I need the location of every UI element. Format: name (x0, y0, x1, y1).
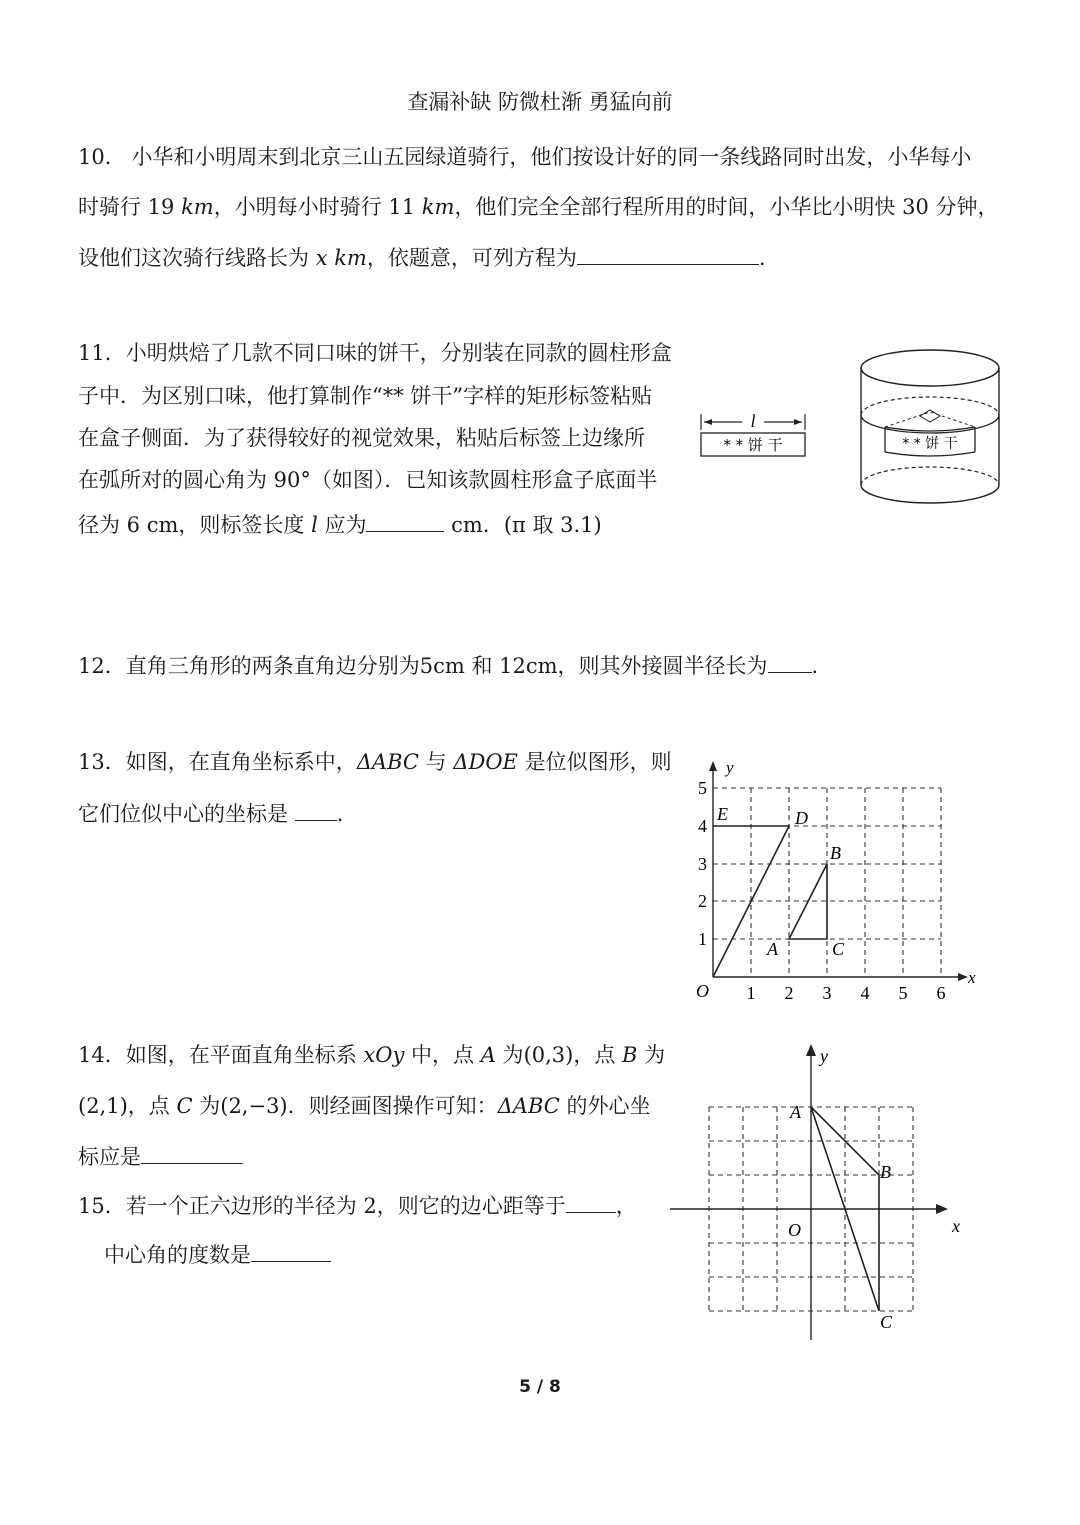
q12-value-1: 5cm (419, 654, 465, 678)
q12-line (78, 652, 818, 678)
q13-triangle-doe: ΔDOE (453, 750, 518, 774)
arrow-right-head (794, 419, 802, 425)
q13-xtick-1: 1 (746, 983, 756, 1003)
cylinder-middle-front (861, 415, 999, 433)
cylinder-middle-back (861, 397, 999, 415)
q14-system-xoy: xOy (363, 1043, 405, 1067)
q14-point-b: B (880, 1162, 891, 1182)
q10-line-3 (78, 244, 766, 270)
q13-text-2: 它们位似中心的坐标是 (78, 802, 295, 826)
q13-x-ticks (747, 983, 946, 1003)
q11-answer-blank[interactable] (366, 511, 444, 532)
q13-triangle-abc: ΔABC (356, 750, 419, 774)
label-figure (698, 410, 810, 462)
cylinder-label-text: * * 饼 干 (902, 436, 958, 452)
q13-xtick-5: 5 (898, 983, 908, 1003)
q14-text-2c: ．则经画图操作可知： (287, 1094, 498, 1118)
q14-point-a: A (790, 1102, 801, 1122)
q13-ytick-4: 4 (698, 816, 707, 836)
angle-radii (885, 412, 975, 427)
arrow-left-head (704, 419, 712, 425)
q13-xtick-2: 2 (784, 983, 794, 1003)
q13-xtick-4: 4 (860, 983, 870, 1003)
label-rect-text: * * 饼 干 (723, 436, 783, 454)
q11-text-5b: 应为 (317, 513, 367, 537)
q10-period: . (758, 246, 766, 270)
q13-ytick-2: 2 (698, 891, 707, 911)
q15-answer-blank-2[interactable] (251, 1241, 331, 1262)
q13-answer-blank[interactable] (295, 800, 337, 821)
q14-x-label: x (952, 1216, 960, 1236)
q12-text-a: 12．直角三角形的两条直角边分别为 (78, 654, 420, 678)
q14-coord-b: (2,1) (78, 1094, 128, 1118)
q14-text-1a: 14．如图，在平面直角坐标系 (78, 1043, 364, 1067)
q11-line-5 (78, 511, 602, 537)
q14-x-arrow (936, 1204, 948, 1214)
cylinder-figure (855, 340, 1005, 515)
q13-point-c: C (832, 939, 845, 959)
q10-text-3b: ，依题意，可列方程为 (366, 246, 577, 270)
cylinder-bottom-back (861, 467, 999, 485)
q11-line-2: 子中．为区别口味，他打算制作“** 饼干”字样的矩形标签粘贴 (78, 384, 653, 408)
q10-text-2b: ，小明每小时骑行 11 (213, 195, 422, 219)
q14-text-2d: 的外心坐 (559, 1094, 651, 1118)
q13-line-2 (78, 800, 343, 826)
q10-number: 10. (78, 145, 112, 169)
q15-answer-blank-1[interactable] (566, 1192, 616, 1213)
q13-text-1b: 与 (418, 750, 454, 774)
page-number: 5 / 8 (519, 1377, 561, 1397)
q14-point-c-text: C (176, 1094, 193, 1118)
q12-answer-blank[interactable] (768, 652, 812, 673)
q13-y-ticks (698, 778, 707, 949)
q13-text-1c: 是位似图形，则 (517, 750, 672, 774)
q14-triangle-abc: ΔABC (497, 1094, 560, 1118)
q10-line-1 (78, 145, 971, 169)
q14-answer-blank[interactable] (141, 1143, 243, 1164)
q13-xtick-3: 3 (822, 983, 832, 1003)
q11-line-3: 在盒子侧面．为了获得较好的视觉效果，粘贴后标签上边缘所 (78, 426, 645, 450)
q15-line-1 (78, 1192, 637, 1218)
q12-text-b: 和 (464, 654, 500, 678)
q10-answer-blank[interactable] (577, 244, 759, 265)
q13-origin-label: O (696, 981, 709, 1001)
q14-y-label: y (820, 1046, 828, 1066)
q14-point-c: C (880, 1312, 893, 1332)
q14-text-1c: 为 (495, 1043, 524, 1067)
q10-text-3a: 设他们这次骑行线路长为 (78, 246, 316, 270)
q15-comma: ， (615, 1194, 637, 1218)
q14-text-2a: ，点 (127, 1094, 177, 1118)
cylinder-bottom-front (861, 485, 999, 503)
q10-variable: x km (315, 246, 367, 270)
label-length-l: l (750, 411, 756, 431)
q14-line-2 (78, 1094, 651, 1118)
q13-point-b: B (830, 843, 841, 863)
q14-point-a-text: A (480, 1043, 496, 1067)
q13-text-1a: 13．如图，在直角坐标系中， (78, 750, 357, 774)
q13-point-d: D (795, 808, 808, 828)
label-top-edge (885, 427, 975, 431)
q13-point-labels (716, 804, 845, 959)
q10-text-2a: 时骑行 19 (78, 195, 182, 219)
label-bottom-edge (885, 452, 975, 456)
q12-period: . (811, 654, 819, 678)
q13-x-label: x (968, 968, 976, 987)
q14-origin-label: O (788, 1220, 801, 1240)
q14-text-3: 标应是 (78, 1145, 141, 1169)
q10-line-2 (78, 195, 999, 219)
q13-line-1 (78, 750, 672, 774)
q11-text-5c: cm．(π 取 3.1) (444, 513, 602, 537)
q15-text-2: 中心角的度数是 (104, 1243, 251, 1267)
q14-text-1b: 中，点 (404, 1043, 481, 1067)
q15-text-1: 15．若一个正六边形的半径为 2，则它的边心距等于 (78, 1194, 566, 1218)
q14-line-1 (78, 1043, 665, 1067)
q11-line-4: 在弧所对的圆心角为 90°（如图）．已知该款圆柱形盒子底面半 (78, 468, 658, 492)
cylinder-top (861, 350, 999, 386)
q13-ytick-5: 5 (698, 778, 707, 798)
q14-point-b-text: B (622, 1043, 638, 1067)
q14-line-3 (78, 1143, 243, 1169)
q10-text-2c: ，他们完全全部行程所用的时间，小华比小明快 30 分钟， (454, 195, 999, 219)
q13-x-arrow (958, 973, 968, 981)
q13-y-arrow (709, 761, 717, 771)
q15-line-2 (104, 1241, 331, 1267)
q11-line-1: 11．小明烘焙了几款不同口味的饼干，分别装在同款的圆柱形盒 (78, 341, 672, 365)
q12-value-2: 12cm (499, 654, 558, 678)
page-header: 查漏补缺 防微杜渐 勇猛向前 (407, 90, 673, 114)
q14-coord-a: (0,3) (523, 1043, 574, 1067)
q13-ytick-1: 1 (698, 929, 707, 949)
q13-coordinate-figure (690, 755, 990, 1010)
q14-text-1e: 为 (637, 1043, 666, 1067)
q13-xtick-6: 6 (936, 983, 946, 1003)
q14-text-2b: 为 (192, 1094, 221, 1118)
q11-variable-l: l (311, 513, 318, 537)
q13-period: . (336, 802, 344, 826)
q12-text-c: ，则其外接圆半径长为 (557, 654, 768, 678)
q13-point-a: A (767, 939, 778, 959)
q13-y-label: y (726, 758, 734, 777)
q13-ytick-3: 3 (698, 854, 707, 874)
q11-text-5a: 径为 6 cm，则标签长度 (78, 513, 312, 537)
q14-y-arrow (806, 1044, 816, 1056)
q10-text-1: 小华和小明周末到北京三山五园绿道骑行，他们按设计好的同一条线路同时出发，小华每小 (131, 145, 972, 169)
right-angle-mark (920, 410, 940, 422)
q10-unit-km-2: km (421, 195, 455, 219)
q14-coordinate-figure (668, 1040, 978, 1345)
q10-unit-km-1: km (181, 195, 214, 219)
q14-coord-c: (2,−3) (220, 1094, 288, 1118)
q13-point-e: E (717, 804, 728, 824)
q14-text-1d: ，点 (573, 1043, 623, 1067)
